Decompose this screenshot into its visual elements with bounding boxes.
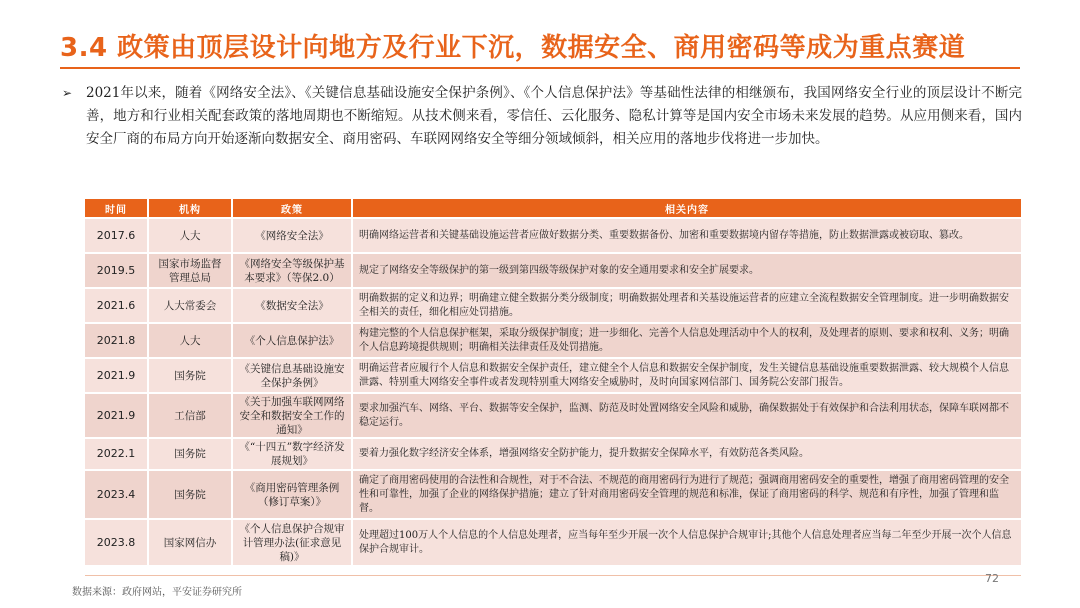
- cell-policy: 《关键信息基础设施安全保护条例》: [231, 359, 351, 392]
- cell-org: 国务院: [147, 439, 231, 469]
- table-header-row: [85, 199, 1021, 217]
- slide-title: 3.4 政策由顶层设计向地方及行业下沉，数据安全、商用密码等成为重点赛道: [60, 33, 966, 63]
- table-row: [85, 254, 1021, 287]
- cell-time: 2023.4: [85, 471, 147, 518]
- cell-org: 国家网信办: [147, 520, 231, 565]
- cell-policy: 《数据安全法》: [231, 289, 351, 322]
- data-source-note: 数据来源：政府网站，平安证券研究所: [72, 587, 242, 598]
- cell-policy: 《网络安全法》: [231, 219, 351, 252]
- intro-text: 2021年以来，随着《网络安全法》、《关键信息基础设施安全保护条例》、《个人信息保护法》等基础性法律的相继颁布，我国网络安全行业的顶层设计不断完善，地方和行业相关配套政策的落地周期也不断缩短。从技术侧来看，零信任、云化服务、隐私计算等是国内安全市场未来发展的趋势。从应用侧来看，国内安全厂商的布局方向开始逐渐向数据安全、商用密码、车联网网络安全等细分领域倾斜，相关应用的落地步伐将进一步加快。: [86, 85, 1022, 147]
- cell-content: 构建完整的个人信息保护框架，采取分级保护制度；进一步细化、完善个人信息处理活动中个人的权利，及处理者的原则、要求和权利、义务；明确个人信息跨境提供规则；明确相关法律责任及处罚措施。: [351, 324, 1021, 357]
- table-row: [85, 359, 1021, 392]
- cell-policy: 《个人信息保护合规审计管理办法(征求意见稿)》: [231, 520, 351, 565]
- table-row: [85, 520, 1021, 565]
- cell-org: 人大: [147, 219, 231, 252]
- policy-table: [85, 197, 1021, 567]
- cell-content: 要求加强汽车、网络、平台、数据等安全保护，监测、防范及时处置网络安全风险和威胁，确保数据处于有效保护和合法利用状态，保障车联网都不稳定运行。: [351, 394, 1021, 437]
- title-divider: [60, 67, 1020, 69]
- cell-content: 明确网络运营者和关键基础设施运营者应做好数据分类、重要数据备份、加密和重要数据境内留存等措施，防止数据泄露或被窃取、篡改。: [351, 219, 1021, 252]
- table-row: [85, 439, 1021, 469]
- footer-divider: [85, 575, 1021, 576]
- cell-org: 国务院: [147, 471, 231, 518]
- cell-policy: 《关于加强车联网网络安全和数据安全工作的通知》: [231, 394, 351, 437]
- cell-org: 人大常委会: [147, 289, 231, 322]
- cell-org: 工信部: [147, 394, 231, 437]
- cell-time: 2023.8: [85, 520, 147, 565]
- cell-org: 人大: [147, 324, 231, 357]
- cell-policy: 《“十四五”数字经济发展规划》: [231, 439, 351, 469]
- table-row: [85, 324, 1021, 357]
- bullet-arrow-icon: ➢: [62, 86, 73, 100]
- header-org: 机构: [147, 199, 231, 217]
- cell-policy: 《个人信息保护法》: [231, 324, 351, 357]
- header-content: 相关内容: [351, 199, 1021, 217]
- cell-content: 明确运营者应履行个人信息和数据安全保护责任，建立健全个人信息和数据安全保护制度，发生关键信息基础设施重要数据泄露、较大规模个人信息泄露、特别重大网络安全事件或者发现特别重大网络安全威胁时，及时向国家网信部门、国务院公安部门报告。: [351, 359, 1021, 392]
- table-row: [85, 219, 1021, 252]
- cell-policy: 《商用密码管理条例（修订草案）》: [231, 471, 351, 518]
- table-row: [85, 394, 1021, 437]
- header-time: 时间: [85, 199, 147, 217]
- page-number: 72: [985, 572, 999, 585]
- cell-time: 2017.6: [85, 219, 147, 252]
- cell-content: 确定了商用密码使用的合法性和合规性，对于不合法、不规范的商用密码行为进行了规范；强调商用密码安全的重要性，增强了商用密码管理的安全性和可靠性，加强了企业的网络保护措施；建立了针对商用密码安全管理的规范和标准，保证了商用密码的科学、规范和有序性，加强了管理和监督。: [351, 471, 1021, 518]
- cell-time: 2021.9: [85, 359, 147, 392]
- cell-time: 2021.6: [85, 289, 147, 322]
- cell-policy: 《网络安全等级保护基本要求》（等保2.0）: [231, 254, 351, 287]
- table-row: [85, 289, 1021, 322]
- cell-content: 处理超过100万人个人信息的个人信息处理者，应当每年至少开展一次个人信息保护合规审计;其他个人信息处理者应当每二年至少开展一次个人信息保护合规审计。: [351, 520, 1021, 565]
- header-policy: 政策: [231, 199, 351, 217]
- cell-time: 2019.5: [85, 254, 147, 287]
- cell-time: 2021.9: [85, 394, 147, 437]
- cell-content: 规定了网络安全等级保护的第一级到第四级等级保护对象的安全通用要求和安全扩展要求。: [351, 254, 1021, 287]
- cell-org: 国家市场监督管理总局: [147, 254, 231, 287]
- cell-time: 2021.8: [85, 324, 147, 357]
- cell-org: 国务院: [147, 359, 231, 392]
- table-row: [85, 471, 1021, 518]
- cell-time: 2022.1: [85, 439, 147, 469]
- cell-content: 明确数据的定义和边界；明确建立健全数据分类分级制度；明确数据处理者和关基设施运营者的应建立全流程数据安全管理制度。进一步明确数据安全相关的责任，细化相应处罚措施。: [351, 289, 1021, 322]
- cell-content: 要着力强化数字经济安全体系，增强网络安全防护能力，提升数据安全保障水平，有效防范各类风险。: [351, 439, 1021, 469]
- intro-paragraph: [62, 82, 1022, 151]
